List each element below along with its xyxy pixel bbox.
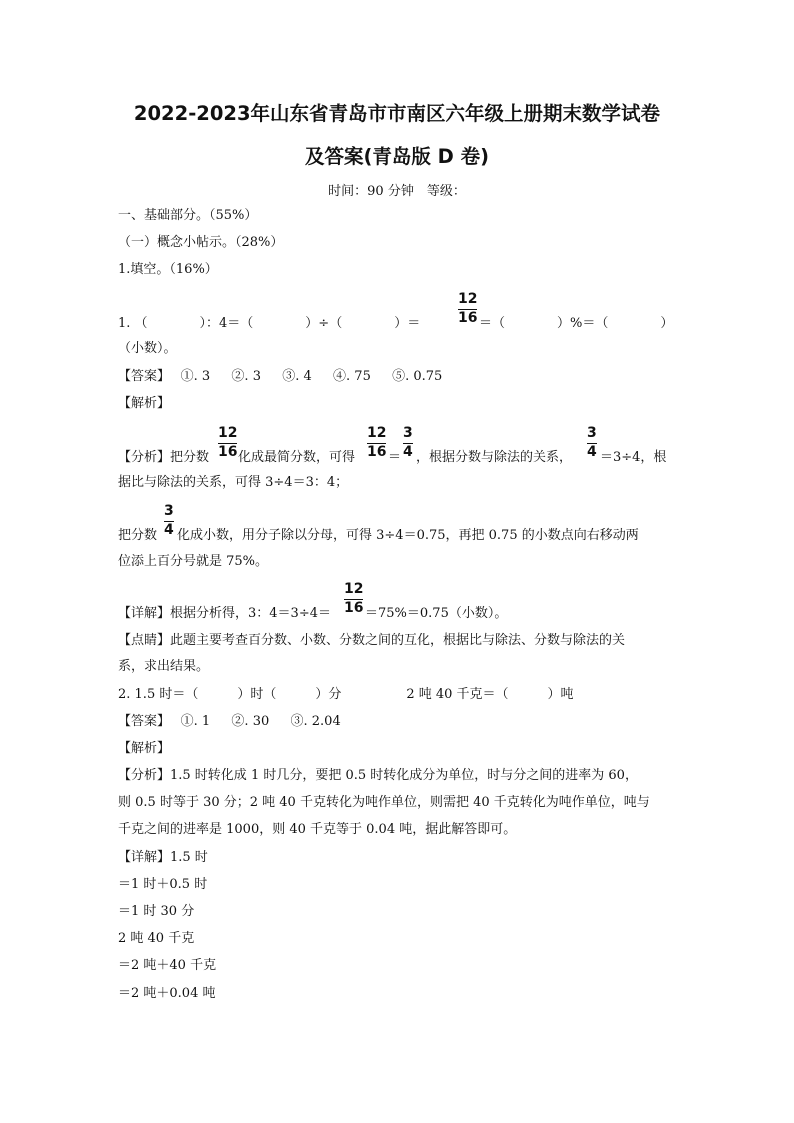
fraction-numerator: 3 xyxy=(403,425,413,441)
q2-analysis-line2: 则 0.5 时等于 30 分；2 吨 40 千克转化为吨作单位，则需把 40 千克转化为吨作单位，吨与 xyxy=(118,795,650,810)
fraction-numerator: 12 xyxy=(367,425,387,441)
fraction-denominator: 4 xyxy=(164,522,174,538)
fraction-denominator: 16 xyxy=(344,600,364,616)
fraction-denominator: 4 xyxy=(587,444,597,460)
fraction-12-16 xyxy=(344,582,363,616)
fraction-numerator: 3 xyxy=(587,425,597,441)
q2-line: 2. 1.5 时＝（ ）时（ ）分 2 吨 40 千克＝（ ）吨 xyxy=(118,687,574,702)
fraction-3-4 xyxy=(164,504,174,538)
fraction-3-4 xyxy=(587,426,597,460)
q2-detail-step: ＝2 吨＋40 千克 xyxy=(118,958,217,973)
fraction-denominator: 16 xyxy=(218,444,238,460)
q1-detail-a: 【详解】根据分析得，3：4＝3÷4＝ xyxy=(118,606,331,621)
q1-detail-b: ＝75%＝0.75（小数）。 xyxy=(365,606,508,621)
q1-analysis-heading: 【解析】 xyxy=(118,396,171,411)
q2-detail-step: 【详解】1.5 时 xyxy=(118,850,208,865)
section-heading: 一、基础部分。（55%） xyxy=(118,208,258,223)
fraction-12-16 xyxy=(367,426,386,460)
q2-answer: 【答案】 ①. 1 ②. 30 ③. 2.04 xyxy=(118,714,341,729)
q1-analysis-c: ＝ xyxy=(388,450,402,465)
subsection-heading: （一）概念小帖示。（28%） xyxy=(118,235,284,250)
q2-analysis-line1: 【分析】1.5 时转化成 1 时几分，要把 0.5 时转化成分为单位，时与分之间的进率为 60， xyxy=(118,768,638,783)
q1-analysis2-a: 把分数 xyxy=(118,528,158,543)
fraction-12-16 xyxy=(218,426,237,460)
q1-analysis-b: 化成最简分数，可得 xyxy=(238,450,356,465)
q2-analysis-line3: 千克之间的进率是 1000，则 40 千克等于 0.04 吨，据此解答即可。 xyxy=(118,822,517,837)
fraction-denominator: 16 xyxy=(458,310,478,326)
q1-analysis-line2: 据比与除法的关系，可得 3÷4＝3：4； xyxy=(118,475,349,490)
q1-line-a: 1. （ ）：4＝（ ）÷（ ）＝ xyxy=(118,316,421,331)
fraction-numerator: 12 xyxy=(458,291,478,307)
fraction-numerator: 12 xyxy=(218,425,238,441)
q1-point-line2: 系，求出结果。 xyxy=(118,659,210,674)
fraction-3-4 xyxy=(403,426,413,460)
fraction-denominator: 4 xyxy=(403,444,413,460)
fraction-12-16 xyxy=(458,292,477,326)
q1-analysis2-b: 化成小数，用分子除以分母，可得 3÷4＝0.75，再把 0.75 的小数点向右移动两 xyxy=(177,528,639,543)
q1-answer: 【答案】 ①. 3 ②. 3 ③. 4 ④. 75 ⑤. 0.75 xyxy=(118,369,443,384)
fraction-denominator: 16 xyxy=(367,444,387,460)
q2-detail-step: ＝2 吨＋0.04 吨 xyxy=(118,986,216,1001)
fraction-numerator: 3 xyxy=(164,503,174,519)
q1-analysis2-line2: 位添上百分号就是 75%。 xyxy=(118,554,269,569)
q2-detail-step: ＝1 时 30 分 xyxy=(118,904,195,919)
q2-detail-step: 2 吨 40 千克 xyxy=(118,931,195,946)
q2-analysis-heading: 【解析】 xyxy=(118,741,171,756)
doc-title-line2: 及答案(青岛版 D 卷) xyxy=(304,145,490,168)
q1-analysis-d: ，根据分数与除法的关系， xyxy=(416,450,573,465)
fraction-numerator: 12 xyxy=(344,581,364,597)
time-grade-line: 时间：90 分钟 等级： xyxy=(328,184,466,199)
q1-point-line1: 【点睛】此题主要考查百分数、小数、分数之间的互化，根据比与除法、分数与除法的关 xyxy=(118,633,626,648)
q1-analysis-e: ＝3÷4，根 xyxy=(600,450,667,465)
q1-line-b: ＝（ ）%＝（ ） xyxy=(479,316,674,331)
q1-analysis-a: 【分析】把分数 xyxy=(118,450,210,465)
q1-line-c: （小数）。 xyxy=(118,341,177,356)
question-group-title: 1.填空。（16%） xyxy=(118,262,218,277)
doc-title-line1: 2022-2023年山东省青岛市市南区六年级上册期末数学试卷 xyxy=(133,102,661,125)
q2-detail-step: ＝1 时＋0.5 时 xyxy=(118,877,208,892)
